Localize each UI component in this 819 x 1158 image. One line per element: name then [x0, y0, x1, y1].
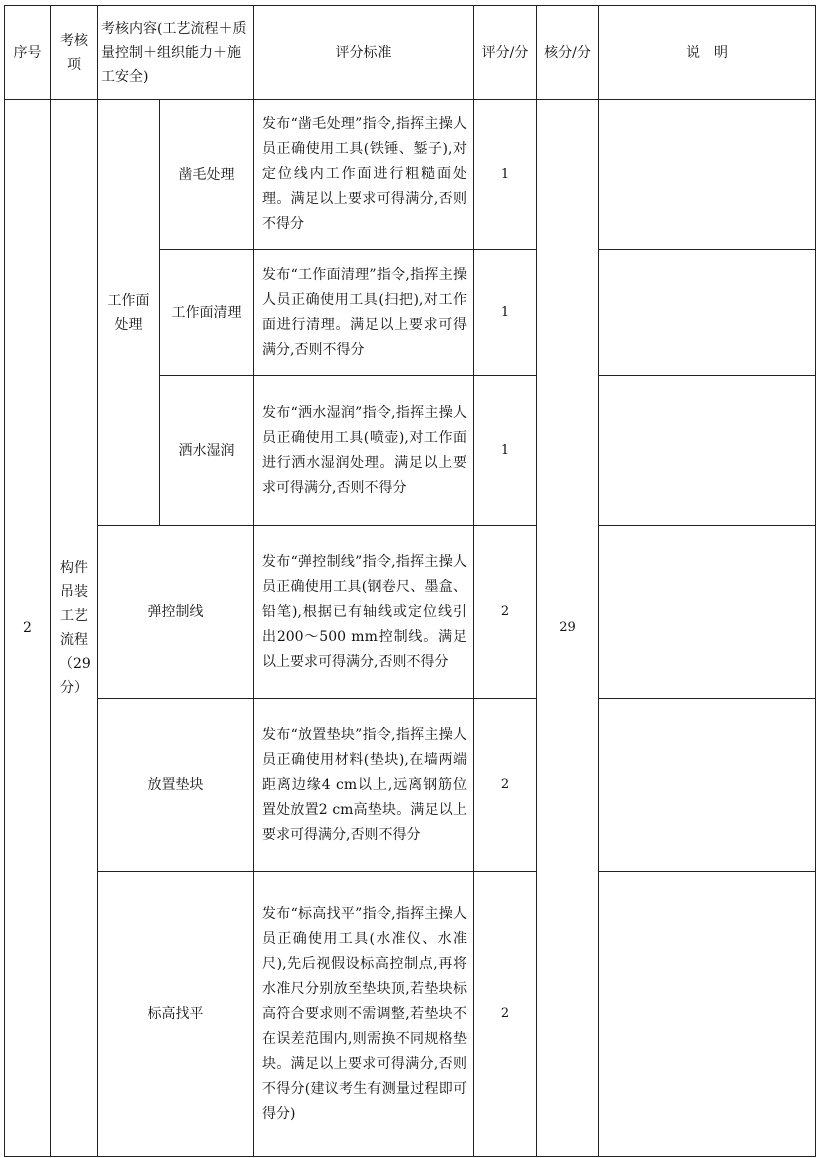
row-criteria: 发布“凿毛处理”指令,指挥主操人员正确使用工具(铁锤、錾子),对定位线内工作面进行粗糙面处理。满足以上要求可得满分,否则不得分: [254, 100, 474, 250]
row-score: 1: [474, 376, 537, 526]
row-note: [599, 872, 816, 1157]
row-criteria: 发布“工作面清理”指令,指挥主操人员正确使用工具(扫把),对工作面进行清理。满足以上要求可得满分,否则不得分: [254, 250, 474, 376]
header-note: 说 明: [599, 6, 816, 100]
header-item: [51, 6, 98, 100]
header-row: [5, 6, 816, 100]
row-score: 2: [474, 699, 537, 872]
table-row: [5, 699, 816, 872]
row-note: [599, 376, 816, 526]
row-score: 2: [474, 872, 537, 1157]
row-note: [599, 250, 816, 376]
row-note: [599, 699, 816, 872]
row-criteria: 发布“放置垫块”指令,指挥主操人员正确使用材料(垫块),在墙两端距离边缘4 cm以上,远离钢筋位置处放置2 cm高垫块。满足以上要求可得满分,否则不得分: [254, 699, 474, 872]
header-item-text: 考核项: [60, 32, 88, 73]
row-content: 标高找平: [98, 872, 254, 1157]
row-criteria: 发布“弹控制线”指令,指挥主操人员正确使用工具(钢卷尺、墨盒、铅笔),根据已有轴线或定位线引出200～500 mm控制线。满足以上要求可得满分,否则不得分: [254, 526, 474, 699]
row-content: 弹控制线: [98, 526, 254, 699]
header-criteria: 评分标准: [254, 6, 474, 100]
row-content: 放置垫块: [98, 699, 254, 872]
row-note: [599, 100, 816, 250]
row-criteria: 发布“洒水湿润”指令,指挥主操人员正确使用工具(喷壶),对工作面进行洒水湿润处理。满足以上要求可得满分,否则不得分: [254, 376, 474, 526]
assessment-table: [4, 5, 816, 1157]
row-content: 工作面清理: [160, 250, 254, 376]
header-content: 考核内容(工艺流程＋质量控制＋组织能力＋施工安全): [98, 6, 254, 100]
section-seq: 2: [5, 100, 51, 1157]
section-check-score: 29: [537, 100, 599, 1157]
header-check: 核分/分: [537, 6, 599, 100]
row-content: 洒水湿润: [160, 376, 254, 526]
table-row: [5, 100, 816, 250]
row-score: 1: [474, 100, 537, 250]
row-score: 1: [474, 250, 537, 376]
section-item-text: 构件吊装工艺流程（29分）: [59, 560, 91, 696]
section-item: [51, 100, 98, 1157]
header-score: 评分/分: [474, 6, 537, 100]
group-name: [98, 100, 160, 526]
row-note: [599, 526, 816, 699]
row-criteria: 发布“标高找平”指令,指挥主操人员正确使用工具(水准仪、水准尺),先后视假设标高控制点,再将水准尺分别放至垫块顶,若垫块标高符合要求则不需调整,若垫块不在误差范围内,则需换不同规格垫块。满足以上要求可得满分,否则不得分(建议考生有测量过程即可得分): [254, 872, 474, 1157]
header-seq: 序号: [5, 6, 51, 100]
row-content: 凿毛处理: [160, 100, 254, 250]
table-row: [5, 872, 816, 1157]
row-score: 2: [474, 526, 537, 699]
table-row: [5, 526, 816, 699]
group-name-text: 工作面处理: [107, 292, 150, 333]
